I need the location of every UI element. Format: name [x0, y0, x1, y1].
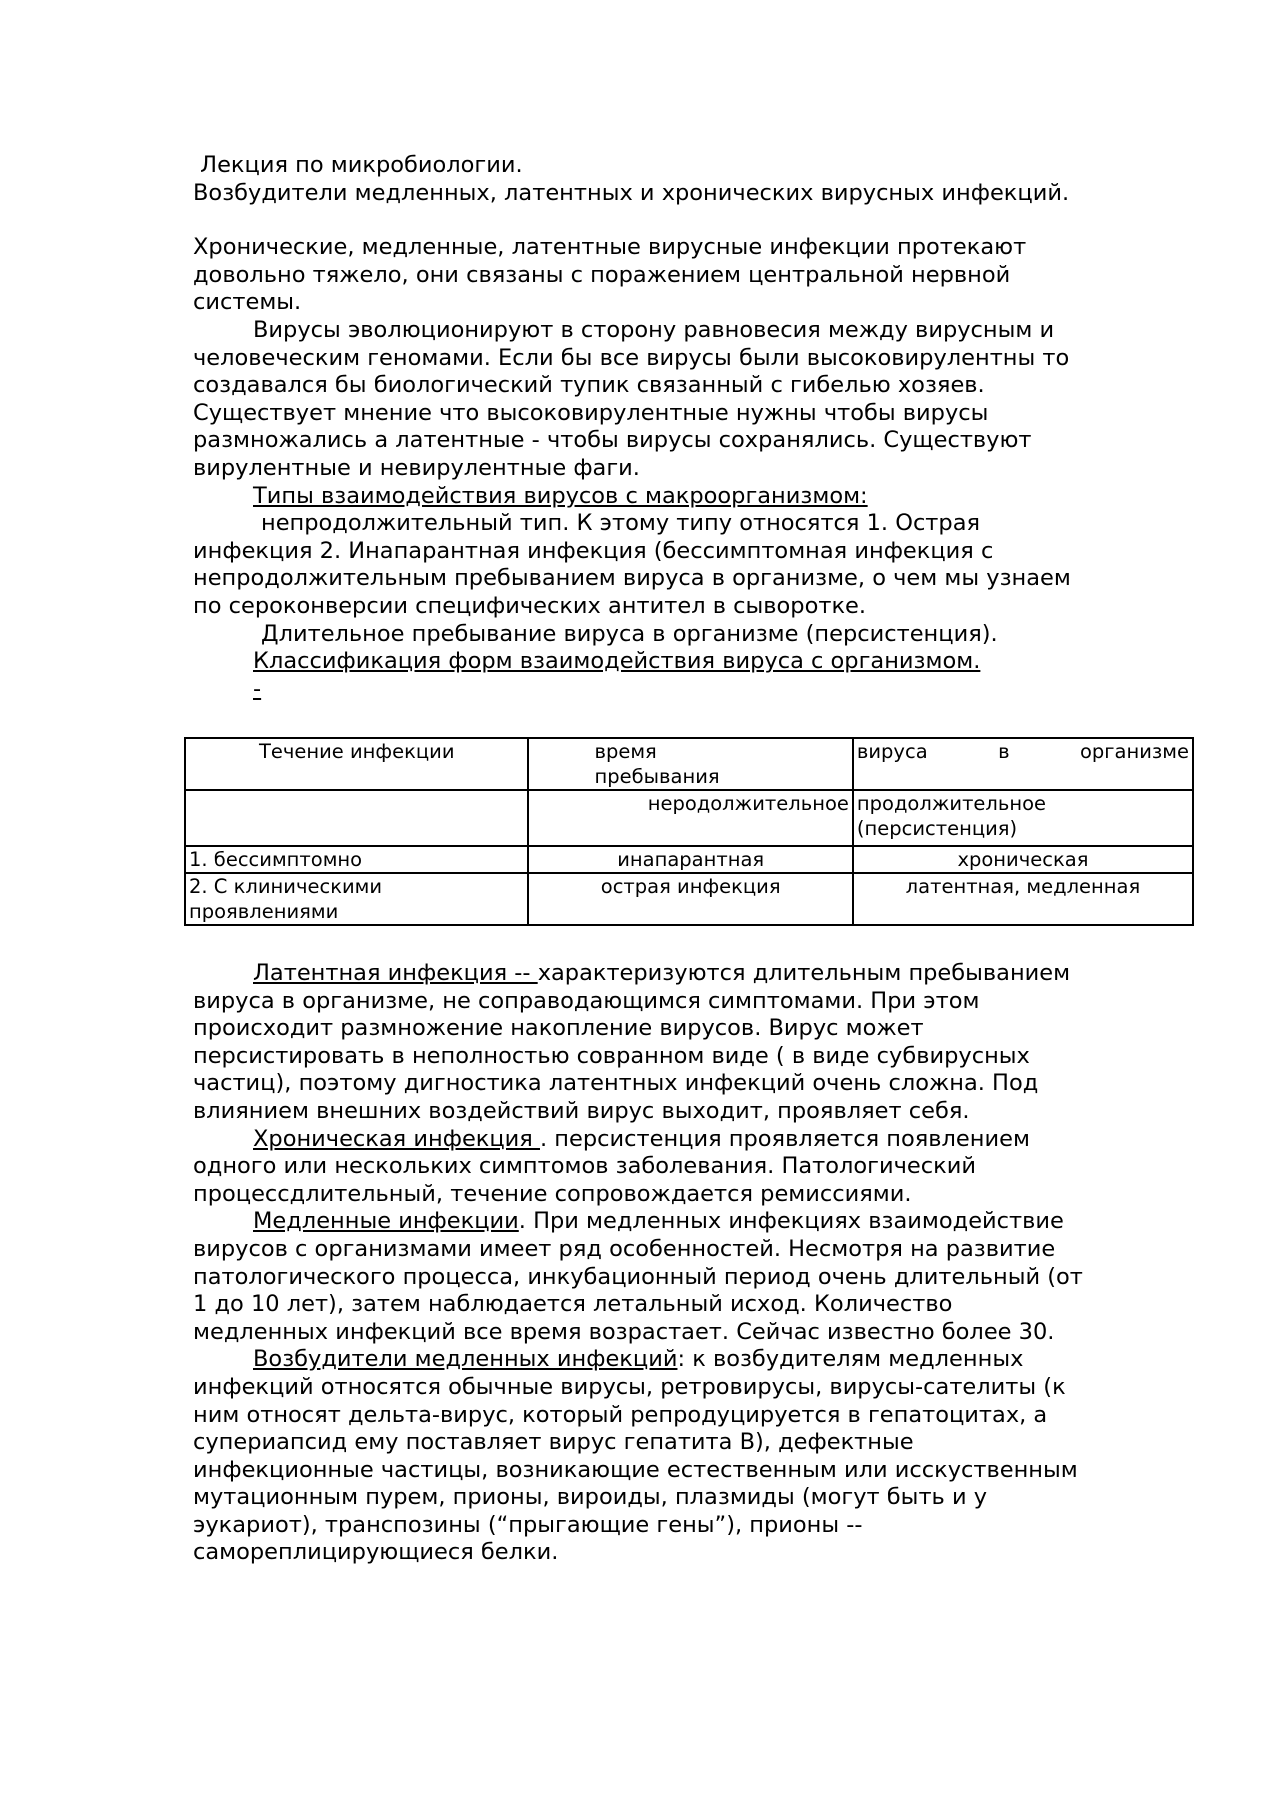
table-header-course: Течение инфекции [185, 738, 528, 790]
table-header-time: время пребывания [528, 738, 852, 790]
table-row [185, 846, 1193, 873]
table-row [185, 873, 1193, 925]
lecture-title: Лекция по микробиологии. [200, 152, 523, 178]
classification-heading: Классификация форм взаимодействия вируса с организмом. [253, 648, 981, 675]
lecture-subtitle: Возбудители медленных, латентных и хронических вирусных инфекций. [193, 179, 1070, 206]
table-cell: 1. бессимптомно [185, 846, 528, 873]
intro-paragraph-3: непродолжительный тип. К этому типу относятся 1. Острая инфекция 2. Инапарантная инфекция (бессимптомная инфекция с непродолжительным пребыванием вируса в организме, о чем мы узнаем по сероконверсии специфических антител в сыворотке. [193, 510, 1071, 619]
table-cell: 2. С клиническими проявлениями [185, 873, 528, 925]
document-bottom-text [193, 960, 1088, 1567]
slow-paragraph: Медленные инфекции. При медленных инфекциях взаимодействие вирусов с организмами имеет ряд особенностей. Несмотря на развитие патологического процесса, инкубационный период очень длительный (от 1 до 10 лет), затем наблюдается летальный исход. Количество медленных инфекций все время возрастает. Сейчас известно более 30. [193, 1208, 1083, 1345]
table-cell: инапарантная [528, 846, 852, 873]
types-heading: Типы взаимодействия вирусов с макроорганизмом: [253, 482, 868, 509]
table-cell: хроническая [853, 846, 1193, 873]
table-row [185, 738, 1193, 790]
classification-table [184, 737, 1194, 926]
table-cell: острая инфекция [528, 873, 852, 925]
table-header-organism: вируса в организме [853, 738, 1193, 790]
chronic-paragraph: Хроническая инфекция . персистенция проявляется появлением одного или нескольких симптомов заболевания. Патологический процессдлительный, течение сопровождается ремиссиями. [193, 1125, 1030, 1207]
document-top-text [193, 152, 1088, 704]
dash-line: - [253, 675, 262, 702]
table-cell [185, 790, 528, 846]
latent-paragraph: Латентная инфекция -- характеризуются длительным пребыванием вируса в организме, не соправодающимся симптомами. При этом происходит размножение накопление вирусов. Вирус может персистировать в неполностью совранном виде ( в виде субвирусных частиц), поэтому дигностика латентных инфекций очень сложна. Под влиянием внешних воздействий вирус выходит, проявляет себя. [193, 960, 1071, 1124]
agents-paragraph: Возбудители медленных инфекций: к возбудителям медленных инфекций относятся обычные вирусы, ретровирусы, вирусы-сателиты (к ним относят дельта-вирус, который репродуцируется в гепатоцитах, а супериапсид ему поставляет вирус гепатита В), дефектные инфекционные частицы, возникающие естественным или исскуственным мутационным пурем, прионы, вироиды, плазмиды (могут быть и у эукариот), транспозины (“прыгающие гены”), прионы -- самореплицирующиеся белки. [193, 1346, 1078, 1566]
intro-paragraph-1: Хронические, медленные, латентные вирусные инфекции протекают довольно тяжело, они связаны с поражением центральной нервной системы. [193, 234, 1027, 316]
intro-paragraph-2: Вирусы эволюционируют в сторону равновесия между вирусным и человеческим геномами. Если бы все вирусы были высоковирулентны то создавался бы биологический тупик связанный с гибелью хозяев. Существует мнение что высоковирулентные нужны чтобы вирусы размножались а латентные - чтобы вирусы сохранялись. Существуют вирулентные и невирулентные фаги. [193, 316, 1070, 481]
intro-paragraph-4: Длительное пребывание вируса в организме (персистенция). [261, 620, 998, 647]
table-cell: латентная, медленная [853, 873, 1193, 925]
table-cell: неродолжительное [528, 790, 852, 846]
table-cell: продолжительное (персистенция) [853, 790, 1193, 846]
table-row [185, 790, 1193, 846]
spacer [193, 207, 1088, 234]
